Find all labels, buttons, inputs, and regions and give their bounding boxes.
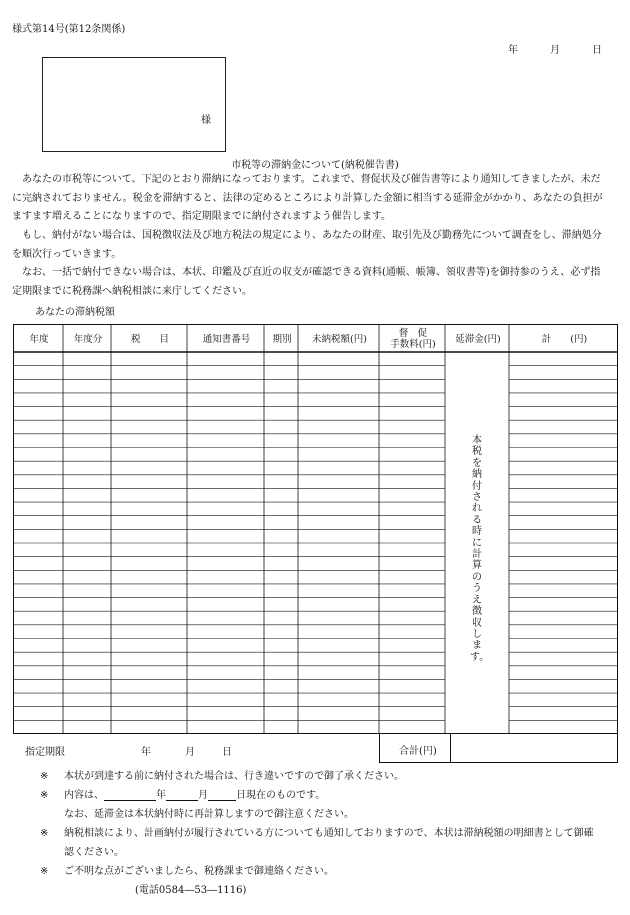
blank-underline xyxy=(166,800,198,801)
p1-line-3: ますます増えることになりますので、指定期限までに納付されますよう催告します。 xyxy=(12,211,391,222)
note-text: なお、延滞金は本状納付時に再計算しますので御注意ください。 xyxy=(64,809,354,820)
header-cell: 延滞金(円) xyxy=(455,333,501,345)
arrears-table xyxy=(13,324,618,734)
note-year: 年 xyxy=(156,790,166,801)
address-suffix: 様 xyxy=(201,115,211,126)
p1-line-1: あなたの市税等について、下記のとおり滞納になっております。これまで、督促状及び催告書等により通知してきましたが、未だ xyxy=(22,174,601,185)
note-mark: ※ xyxy=(40,771,49,782)
blank-underline xyxy=(208,800,236,801)
total-divider xyxy=(450,734,451,762)
note-text: 認ください。 xyxy=(64,847,124,858)
header-cell: 年度分 xyxy=(73,333,103,345)
address-box xyxy=(42,57,226,152)
p3-line-2: 定期限までに税務課へ納税相談に来庁してください。 xyxy=(12,285,252,297)
table-caption: あなたの滞納税額 xyxy=(35,307,115,318)
header-cell: 計 (円) xyxy=(541,333,588,345)
note-text: 日現在のものです。 xyxy=(236,790,326,801)
date-day: 日 xyxy=(592,45,602,56)
header-cell: 期別 xyxy=(272,333,292,345)
p2-line-2: を順次行っていきます。 xyxy=(12,248,122,260)
total-row xyxy=(13,734,618,763)
header-cell: 年度 xyxy=(29,333,49,345)
note-text: 内容は、 xyxy=(64,790,104,801)
deadline-year: 年 xyxy=(141,747,151,758)
note-text: ご不明な点がございましたら、税務課まで御連絡ください。 xyxy=(64,866,334,877)
p3-line-1: なお、一括で納付できない場合は、本状、印鑑及び直近の収支が確認できる資料(通帳、帳簿、領収書等)を御持参のうえ、必ず指 xyxy=(22,267,601,278)
note-mark: ※ xyxy=(40,828,49,839)
paragraph-3 xyxy=(12,264,618,301)
p1-line-2: に完納されておりません。税金を滞納すると、法律の定めるところにより計算した金額に相当する延滞金がかかり、あなたの負担が xyxy=(12,192,603,204)
blank-underline xyxy=(104,800,156,801)
phone-number: (電話0584―53―1116) xyxy=(135,885,247,896)
header-cell: 督 促 手数料(円) xyxy=(390,328,436,350)
p2-line-1: もし、納付がない場合は、国税徴収法及び地方税法の規定により、あなたの財産、取引先及び勤務先について調査をし、滞納処分 xyxy=(22,230,602,241)
date-month: 月 xyxy=(550,45,560,56)
total-label: 合計(円) xyxy=(399,746,437,757)
header-cell: 通知書番号 xyxy=(202,333,251,345)
header-cell: 税 目 xyxy=(130,333,169,345)
surcharge-note: 本税を納付される時に計算のうえ徴収します。 xyxy=(470,435,490,663)
deadline-day: 日 xyxy=(222,747,232,758)
form-number: 様式第14号(第12条関係) xyxy=(12,24,126,35)
deadline-label: 指定期限 xyxy=(25,747,65,758)
note-text: 納税相談により、計画納付が履行されている方についても通知しておりますので、本状は滞納税額の明細書として御確 xyxy=(64,828,594,839)
total-box xyxy=(379,734,618,763)
note-text: 本状が到達する前に納付された場合は、行き違いですので御了承ください。 xyxy=(64,771,404,782)
header-cell: 未納税額(円) xyxy=(312,333,367,345)
note-month: 月 xyxy=(198,790,208,801)
deadline-month: 月 xyxy=(185,747,195,758)
note-mark: ※ xyxy=(40,866,49,877)
table-grid-lines xyxy=(13,324,618,734)
paragraph-2 xyxy=(12,227,618,264)
note-mark: ※ xyxy=(40,790,49,801)
document-title: 市税等の滞納金について(納税催告書) xyxy=(231,160,399,171)
date-year: 年 xyxy=(508,45,518,56)
paragraph-1 xyxy=(12,171,618,227)
